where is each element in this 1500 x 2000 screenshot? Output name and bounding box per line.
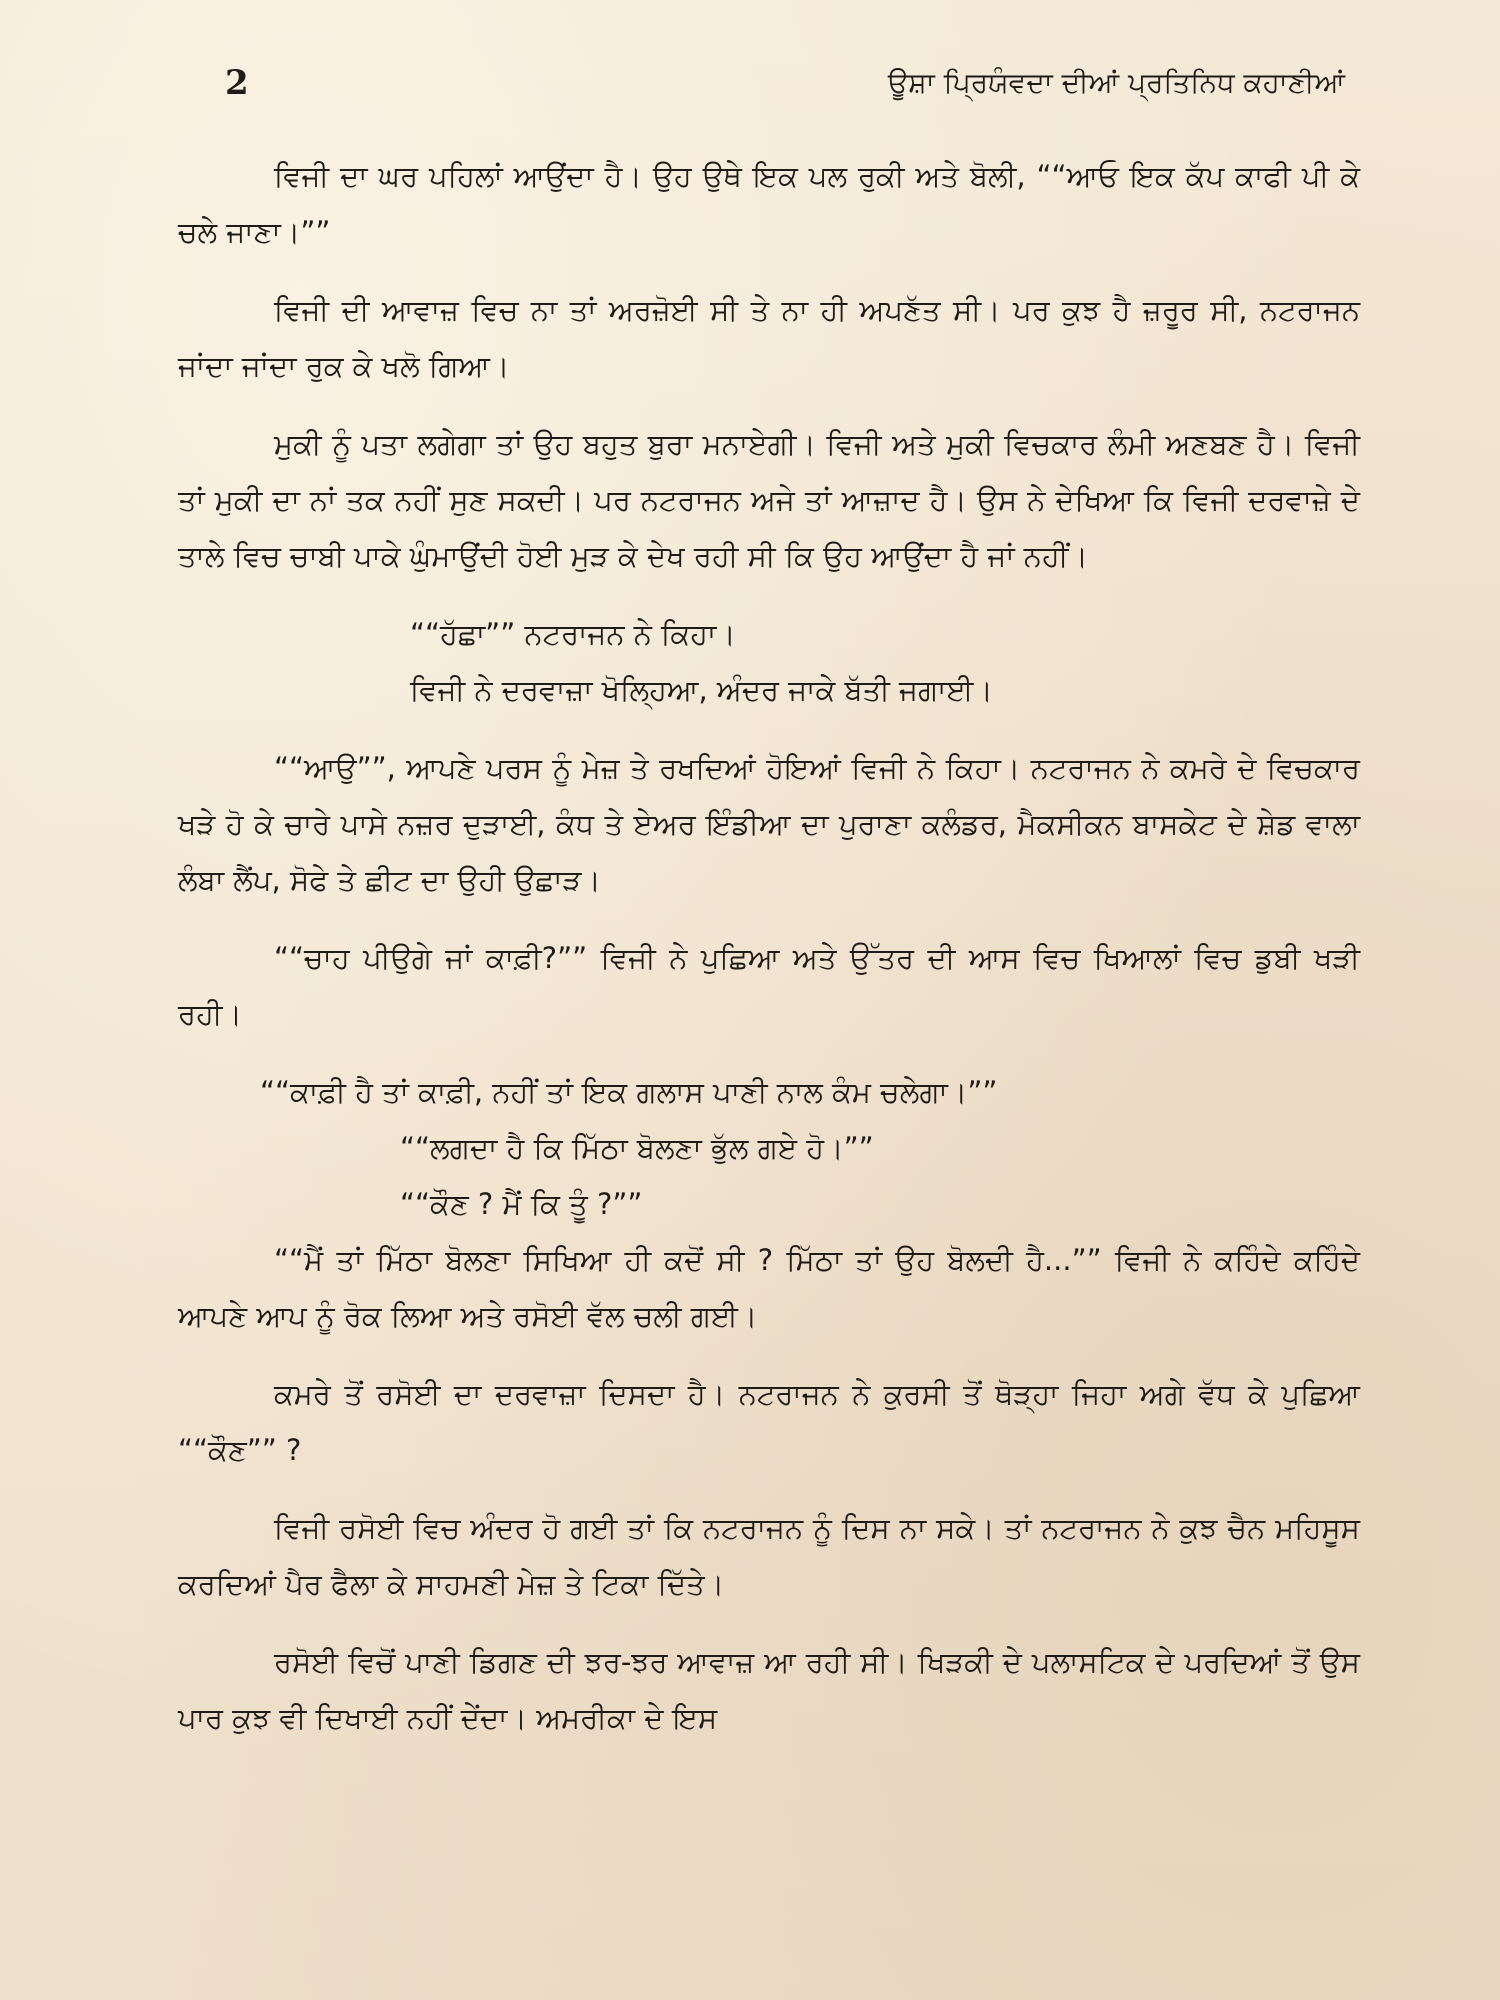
page-header	[225, 58, 1345, 108]
page-number: 2	[225, 63, 249, 103]
paragraph: ਕਮਰੇ ਤੋਂ ਰਸੋਈ ਦਾ ਦਰਵਾਜ਼ਾ ਦਿਸਦਾ ਹੈ। ਨਟਰਾਜਨ ਨੇ ਕੁਰਸੀ ਤੋਂ ਥੋੜ੍ਹਾ ਜਿਹਾ ਅਗੇ ਵੱਧ ਕੇ ਪੁਛਿਆ ““ਕੌਣ”” ?	[178, 1377, 1360, 1467]
dialogue-line: ““ਕਾਫ਼ੀ ਹੈ ਤਾਂ ਕਾਫ਼ੀ, ਨਹੀਂ ਤਾਂ ਇਕ ਗਲਾਸ ਪਾਣੀ ਨਾਲ ਕੰਮ ਚਲੇਗਾ।””	[260, 1075, 998, 1109]
dialogue-line: ““ਕੌਣ ? ਮੈਂ ਕਿ ਤੂੰ ?””	[400, 1187, 643, 1221]
paragraph: ਵਿਜੀ ਦੀ ਆਵਾਜ਼ ਵਿਚ ਨਾ ਤਾਂ ਅਰਜ਼ੋਈ ਸੀ ਤੇ ਨਾ ਹੀ ਅਪਣੱਤ ਸੀ। ਪਰ ਕੁਝ ਹੈ ਜ਼ਰੂਰ ਸੀ, ਨਟਰਾਜਨ ਜਾਂਦਾ ਜਾਂਦਾ ਰੁਕ ਕੇ ਖਲੋ ਗਿਆ।	[178, 293, 1360, 383]
paragraph: ““ਆਉ””, ਆਪਣੇ ਪਰਸ ਨੂੰ ਮੇਜ਼ ਤੇ ਰਖਦਿਆਂ ਹੋਇਆਂ ਵਿਜੀ ਨੇ ਕਿਹਾ। ਨਟਰਾਜਨ ਨੇ ਕਮਰੇ ਦੇ ਵਿਚਕਾਰ ਖੜੇ ਹੋ ਕੇ ਚਾਰੇ ਪਾਸੇ ਨਜ਼ਰ ਦੁੜਾਈ, ਕੰਧ ਤੇ ਏਅਰ ਇੰਡੀਆ ਦਾ ਪੁਰਾਣਾ ਕਲੰਡਰ, ਮੈਕਸੀਕਨ ਬਾਸਕੇਟ ਦੇ ਸ਼ੇਡ ਵਾਲਾ ਲੰਬਾ ਲੈਂਪ, ਸੋਫੇ ਤੇ ਛੀਟ ਦਾ ਉਹੀ ਉਛਾੜ।	[178, 751, 1360, 897]
paragraph: ਮੁਕੀ ਨੂੰ ਪਤਾ ਲਗੇਗਾ ਤਾਂ ਉਹ ਬਹੁਤ ਬੁਰਾ ਮਨਾਏਗੀ। ਵਿਜੀ ਅਤੇ ਮੁਕੀ ਵਿਚਕਾਰ ਲੰਮੀ ਅਣਬਣ ਹੈ। ਵਿਜੀ ਤਾਂ ਮੁਕੀ ਦਾ ਨਾਂ ਤਕ ਨਹੀਂ ਸੁਣ ਸਕਦੀ। ਪਰ ਨਟਰਾਜਨ ਅਜੇ ਤਾਂ ਆਜ਼ਾਦ ਹੈ। ਉਸ ਨੇ ਦੇਖਿਆ ਕਿ ਵਿਜੀ ਦਰਵਾਜ਼ੇ ਦੇ ਤਾਲੇ ਵਿਚ ਚਾਬੀ ਪਾਕੇ ਘੁੰਮਾਉਂਦੀ ਹੋਈ ਮੁੜ ਕੇ ਦੇਖ ਰਹੀ ਸੀ ਕਿ ਉਹ ਆਉਂਦਾ ਹੈ ਜਾਂ ਨਹੀਂ।	[178, 427, 1360, 573]
dialogue-line: ਵਿਜੀ ਨੇ ਦਰਵਾਜ਼ਾ ਖੋਲ੍ਹਿਆ, ਅੰਦਰ ਜਾਕੇ ਬੱਤੀ ਜਗਾਈ।	[410, 673, 993, 707]
paragraph: ““ਮੈਂ ਤਾਂ ਮਿੱਠਾ ਬੋਲਣਾ ਸਿਖਿਆ ਹੀ ਕਦੋਂ ਸੀ ? ਮਿੱਠਾ ਤਾਂ ਉਹ ਬੋਲਦੀ ਹੈ...”” ਵਿਜੀ ਨੇ ਕਹਿੰਦੇ ਕਹਿੰਦੇ ਆਪਣੇ ਆਪ ਨੂੰ ਰੋਕ ਲਿਆ ਅਤੇ ਰਸੋਈ ਵੱਲ ਚਲੀ ਗਈ।	[178, 1243, 1360, 1333]
running-title: ਊਸ਼ਾ ਪ੍ਰਿਯੰਵਦਾ ਦੀਆਂ ਪ੍ਰਤਿਨਿਧ ਕਹਾਣੀਆਂ	[887, 66, 1345, 99]
paragraph: ਵਿਜੀ ਦਾ ਘਰ ਪਹਿਲਾਂ ਆਉਂਦਾ ਹੈ। ਉਹ ਉਥੇ ਇਕ ਪਲ ਰੁਕੀ ਅਤੇ ਬੋਲੀ, ““ਆਓ ਇਕ ਕੱਪ ਕਾਫੀ ਪੀ ਕੇ ਚਲੇ ਜਾਣਾ।””	[178, 159, 1360, 249]
dialogue-line: ““ਹੱਛਾ”” ਨਟਰਾਜਨ ਨੇ ਕਿਹਾ।	[410, 617, 736, 651]
paragraph: ਰਸੋਈ ਵਿਚੋਂ ਪਾਣੀ ਡਿਗਣ ਦੀ ਝਰ-ਝਰ ਆਵਾਜ਼ ਆ ਰਹੀ ਸੀ। ਖਿੜਕੀ ਦੇ ਪਲਾਸਟਿਕ ਦੇ ਪਰਦਿਆਂ ਤੋਂ ਉਸ ਪਾਰ ਕੁਝ ਵੀ ਦਿਖਾਈ ਨਹੀਂ ਦੇਂਦਾ। ਅਮਰੀਕਾ ਦੇ ਇਸ	[178, 1645, 1360, 1735]
paragraph: ““ਚਾਹ ਪੀਉਗੇ ਜਾਂ ਕਾਫ਼ੀ?”” ਵਿਜੀ ਨੇ ਪੁਛਿਆ ਅਤੇ ਉੱਤਰ ਦੀ ਆਸ ਵਿਚ ਖਿਆਲਾਂ ਵਿਚ ਡੁਬੀ ਖੜੀ ਰਹੀ।	[178, 941, 1360, 1031]
paragraph: ਵਿਜੀ ਰਸੋਈ ਵਿਚ ਅੰਦਰ ਹੋ ਗਈ ਤਾਂ ਕਿ ਨਟਰਾਜਨ ਨੂੰ ਦਿਸ ਨਾ ਸਕੇ। ਤਾਂ ਨਟਰਾਜਨ ਨੇ ਕੁਝ ਚੈਨ ਮਹਿਸੂਸ ਕਰਦਿਆਂ ਪੈਰ ਫੈਲਾ ਕੇ ਸਾਹਮਣੀ ਮੇਜ਼ ਤੇ ਟਿਕਾ ਦਿੱਤੇ।	[178, 1511, 1360, 1601]
dialogue-line: ““ਲਗਦਾ ਹੈ ਕਿ ਮਿੱਠਾ ਬੋਲਣਾ ਭੁੱਲ ਗਏ ਹੋ।””	[400, 1131, 874, 1165]
story-text	[178, 148, 1360, 1746]
